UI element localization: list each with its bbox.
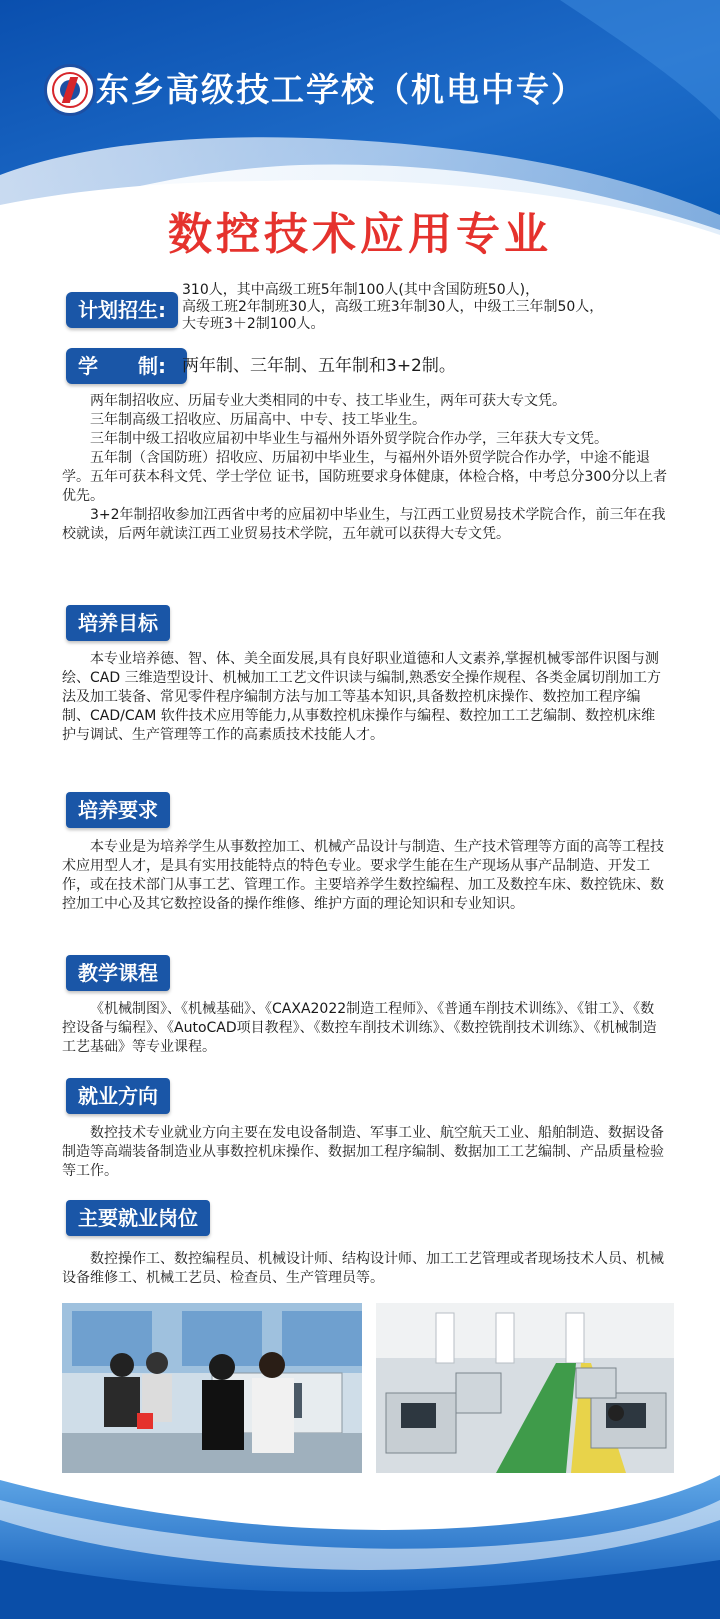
enrollment-line: 高级工班2年制班30人，高级工班3年制30人，中级工三年制50人，: [182, 299, 604, 315]
school-logo: [44, 64, 96, 116]
schooling-summary: 两年制、三年制、五年制和3+2制。: [182, 356, 456, 376]
schooling-paragraph: 两年制招收应、历届专业大类相同的中专、技工毕业生，两年可获大专文凭。: [90, 393, 566, 409]
employment-label: 就业方向: [66, 1078, 170, 1114]
classroom-photo: [62, 1303, 362, 1473]
enrollment-line: 大专班3＋2制100人。: [182, 316, 325, 332]
page-title: 数控技术应用专业: [168, 209, 552, 260]
schooling-paragraph: 三年制高级工招收应、历届高中、中专、技工毕业生。: [90, 412, 426, 428]
goal-text: 本专业培养德、智、体、美全面发展,具有良好职业道德和人文素养,掌握机械零部件识图与测绘、CAD 三维造型设计、机械加工工艺文件识读与编制,熟悉安全操作规程、各类金属切削加工方法及加工装备、常见零件程序编制方法与加工等基本知识,具备数控机床操作、数控加工程序编制、CAD/CAM 软件技术应用等能力,从事数控机床操作与编程、数控加工工艺编制、数控机床维护与调试、生产管理等工作的高素质技术技能人才。: [62, 651, 662, 743]
schooling-paragraph: 三年制中级工招收应届初中毕业生与福州外语外贸学院合作办学，三年获大专文凭。: [90, 431, 608, 447]
schooling-details: [62, 392, 668, 544]
goal-label: 培养目标: [66, 605, 170, 641]
positions-text-block: [62, 1250, 668, 1288]
schooling-paragraph: 五年制（含国防班）招收应、历届初中毕业生，与福州外语外贸学院合作办学，中途不能退学。五年可获本科文凭、学士学位 证书，国防班要求身体健康，体检合格，中考总分300分以上者优先。: [62, 450, 668, 504]
courses-label: 教学课程: [66, 955, 170, 991]
enrollment-line: 310人，其中高级工班5年制100人(其中含国防班50人)，: [182, 282, 540, 298]
workshop-photo: [376, 1303, 674, 1473]
requirement-text-block: [62, 838, 668, 914]
courses-text-block: [62, 1000, 668, 1057]
courses-text: 《机械制图》、《机械基础》、《CAXA2022制造工程师》、《普通车削技术训练》、《钳工》、《数控设备与编程》、《AutoCAD项目教程》、《数控车削技术训练》、《数控铣削技术训练》、《机械制造工艺基础》等专业课程。: [62, 1001, 657, 1055]
enrollment-text: [182, 282, 702, 333]
schooling-label: 学 制:: [66, 348, 187, 384]
goal-text-block: [62, 650, 668, 745]
enrollment-label: 计划招生:: [66, 292, 178, 328]
schooling-paragraph: 3+2年制招收参加江西省中考的应届初中毕业生，与江西工业贸易技术学院合作，前三年在我校就读，后两年就读江西工业贸易技术学院，五年就可以获得大专文凭。: [62, 507, 666, 542]
employment-text-block: [62, 1124, 668, 1181]
employment-text: 数控技术专业就业方向主要在发电设备制造、军事工业、航空航天工业、船舶制造、数据设备制造等高端装备制造业从事数控机床操作、数据加工程序编制、数据加工工艺编制、产品质量检验等工作。: [62, 1125, 664, 1179]
requirement-text: 本专业是为培养学生从事数控加工、机械产品设计与制造、生产技术管理等方面的高等工程技术应用型人才，是具有实用技能特点的特色专业。要求学生能在生产现场从事产品制造、开发工作，或在技术部门从事工艺、管理工作。主要培养学生数控编程、加工及数控车床、数控铣床、数控加工中心及其它数控设备的操作维修、维护方面的理论知识和专业知识。: [62, 839, 664, 912]
positions-text: 数控操作工、数控编程员、机械设计师、结构设计师、加工工艺管理或者现场技术人员、机械设备维修工、机械工艺员、检查员、生产管理员等。: [62, 1251, 664, 1286]
school-name: 东乡高级技工学校（机电中专）: [96, 70, 586, 109]
requirement-label: 培养要求: [66, 792, 170, 828]
positions-label: 主要就业岗位: [66, 1200, 210, 1236]
